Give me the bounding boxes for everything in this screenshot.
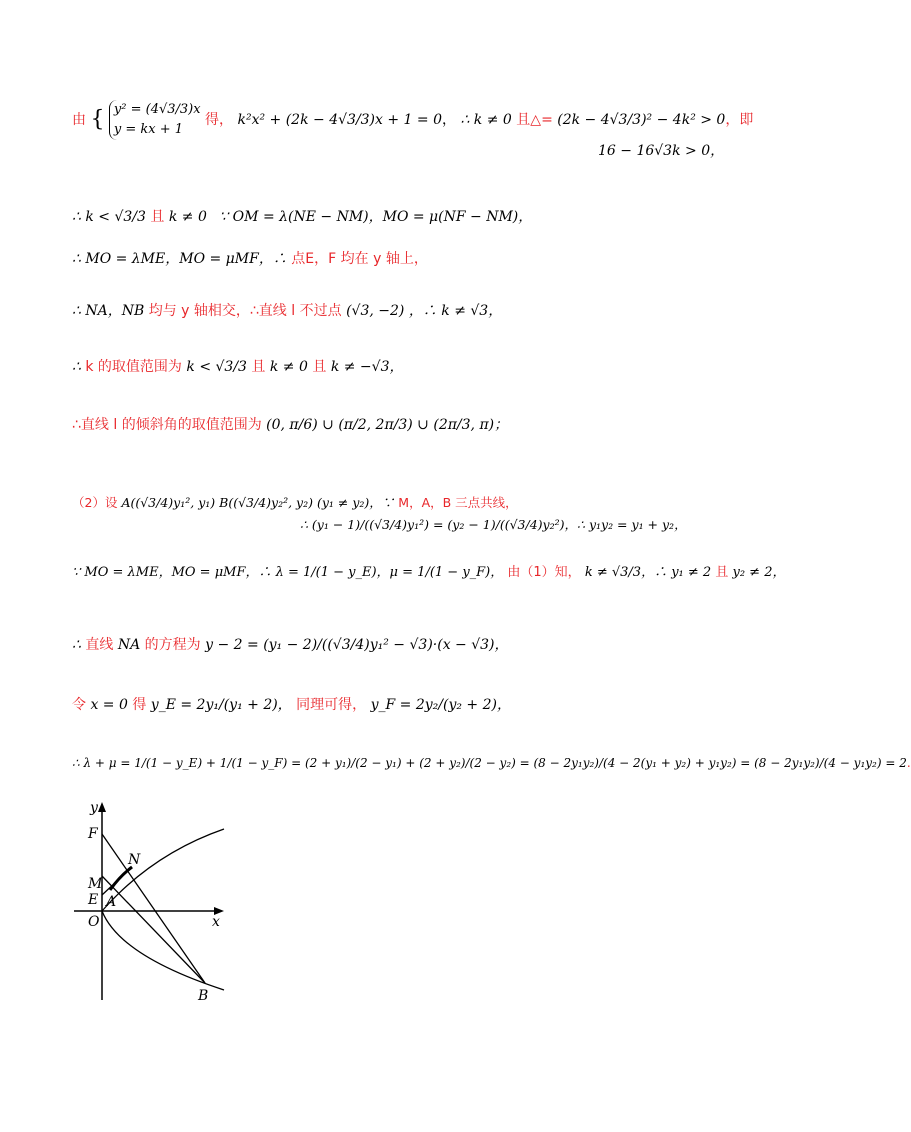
solution-line-11: ∴ λ + μ = 1/(1 − y_E) + 1/(1 − y_F) = (2 + y₁)/(2 − y₁) + (2 + y₂)/(2 − y₂) = (8 − 2y₁y₂)/(4 − 2(y₁ + y₂) + y₁y₂) = (8 − 2y₁y₂)/(4 − y₁y₂) = 2. (72, 756, 911, 770)
solution-line-9: ∴ 直线 NA 的方程为 y − 2 = (y₁ − 2)/((√3/4)y₁² − √3)·(x − √3)， (72, 637, 509, 653)
label-F: F (88, 826, 98, 842)
solution-line-3: ∴ MO = λME，MO = μMF，∴ 点E，F 均在 y 轴上， (72, 251, 428, 267)
line-MB (102, 876, 205, 983)
solution-line-1: 由 { y² = (4√3/3)x y = kx + 1 得， k²x² + (2k − 4√3/3)x + 1 = 0， ∴ k ≠ 0 且△= (2k − 4√3/3)² − 4k² > 0，即 (72, 100, 753, 140)
k-nonzero: ∴ k ≠ 0 (460, 112, 512, 128)
label-x: x (212, 914, 220, 930)
label-A: A (106, 894, 117, 910)
solution-line-8: ∵ MO = λME，MO = μMF，∴ λ = 1/(1 − y_E)，μ = 1/(1 − y_F)， 由（1）知， k ≠ √3/3，∴ y₁ ≠ 2 且 y₂ ≠ 2， (72, 565, 786, 580)
label-B: B (198, 988, 209, 1004)
solution-line-1b (598, 142, 724, 160)
solution-line-7b: ∴ (y₁ − 1)/((√3/4)y₁²) = (y₂ − 1)/((√3/4)y₂²)，∴ y₁y₂ = y₁ + y₂， (300, 517, 687, 532)
discriminant: (2k − 4√3/3)² − 4k² > 0 (557, 112, 726, 128)
label-y: y (90, 800, 98, 816)
label-M: M (88, 876, 103, 892)
solution-line-2: ∴ k < √3/3 且 k ≠ 0 ∵ OM = λ(NE − NM)，MO = μ(NF − NM)， (72, 209, 533, 225)
arc-AN (110, 867, 132, 890)
text-de: 得， (205, 112, 234, 128)
y-axis-arrow (98, 802, 106, 812)
solution-line-7: （2）设 A((√3/4)y₁², y₁) B((√3/4)y₂², y₂) (y₁ ≠ y₂)，∵ M，A，B 三点共线， (72, 495, 518, 510)
quadratic-equation: k²x² + (2k − 4√3/3)x + 1 = 0 (237, 112, 442, 128)
parabola (102, 829, 224, 990)
text-you: 由 (72, 112, 86, 128)
text-qie-delta: 且△= (516, 112, 553, 128)
label-N: N (128, 852, 141, 868)
discriminant-result: 16 − 16√3k > 0， (598, 143, 725, 159)
solution-line-4: ∴ NA，NB 均与 y 轴相交，∴直线 l 不过点 (√3, −2) ，∴ k ≠ √3， (72, 303, 503, 319)
parabola-figure (72, 800, 252, 1010)
label-O: O (88, 914, 100, 930)
solution-line-10: 令 x = 0 得 y_E = 2y₁/(y₁ + 2)， 同理可得， y_F = 2y₂/(y₂ + 2)， (72, 697, 511, 713)
solution-line-6: ∴直线 l 的倾斜角的取值范围为 (0, π/6) ∪ (π/2, 2π/3) ∪ (2π/3, π)； (72, 417, 509, 433)
label-E: E (88, 892, 99, 908)
solution-line-5: ∴ k 的取值范围为 k < √3/3 且 k ≠ 0 且 k ≠ −√3， (72, 359, 404, 375)
equation-system: y² = (4√3/3)x y = kx + 1 (109, 100, 201, 140)
